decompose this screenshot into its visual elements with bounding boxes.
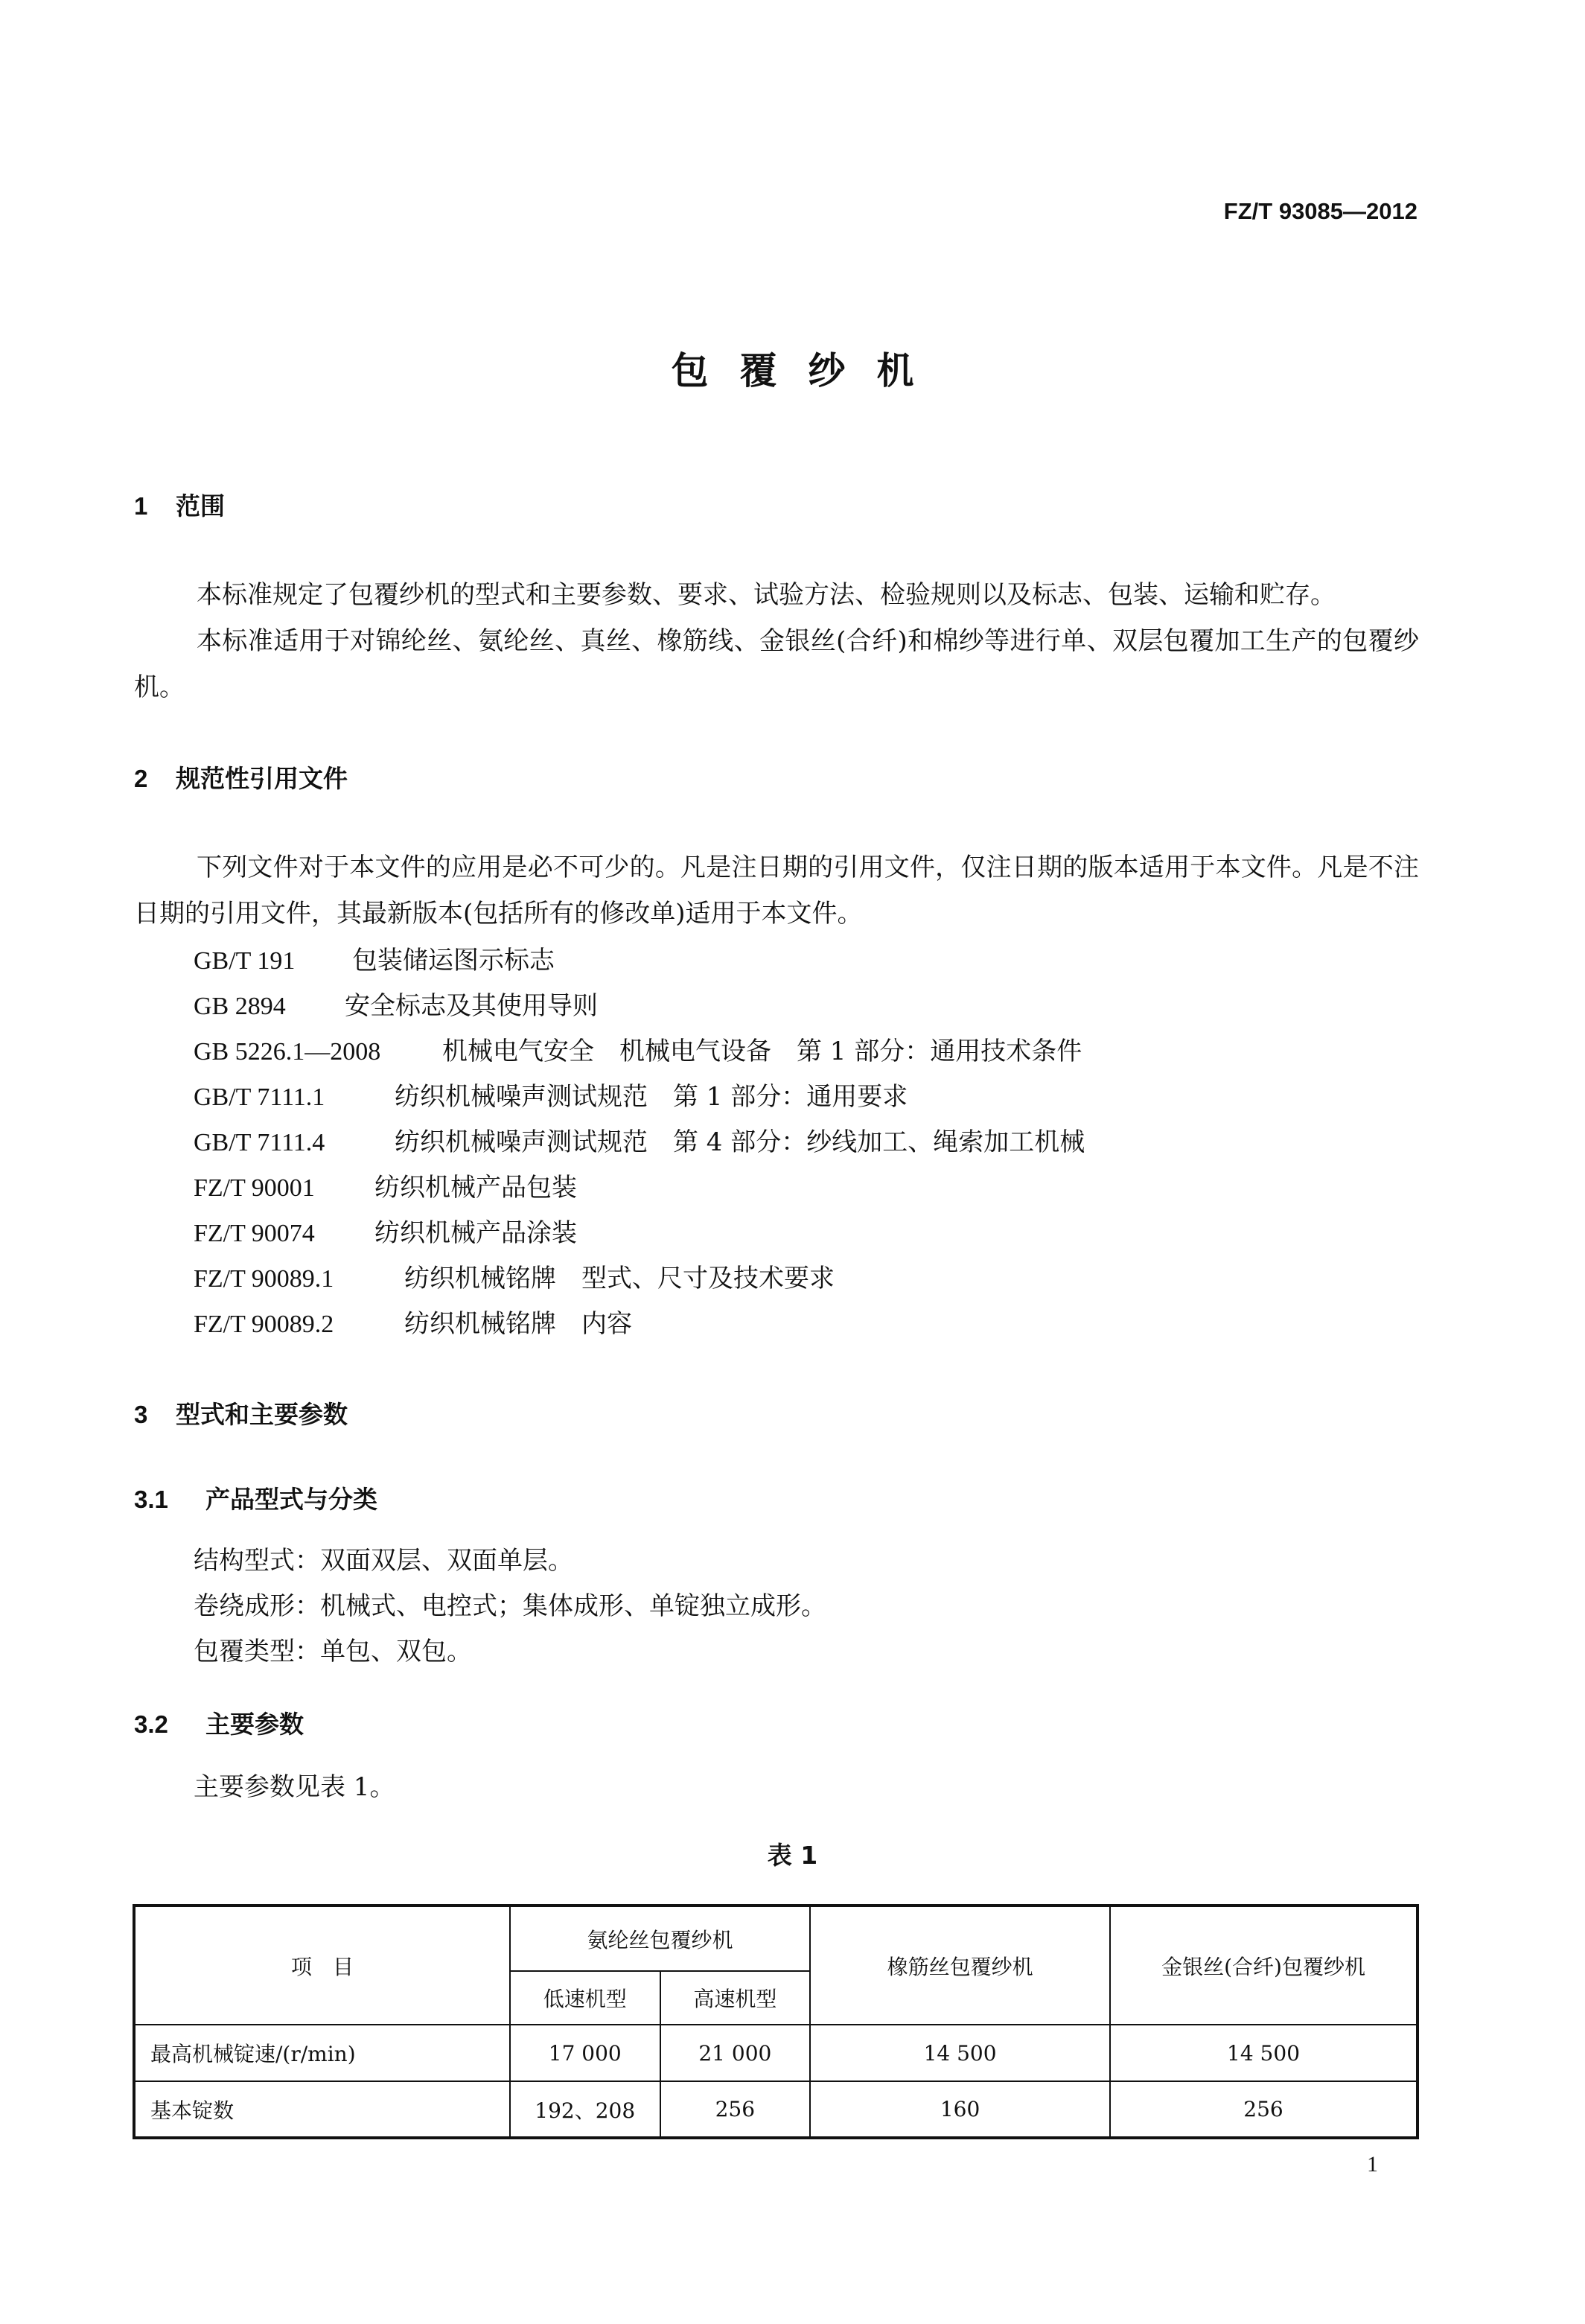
section-title: 规范性引用文件: [176, 764, 348, 793]
table-row: [134, 2025, 1417, 2081]
reference-title: 纺织机械噪声测试规范 第 4 部分：纱线加工、绳索加工机械: [395, 1127, 1085, 1157]
reference-title: 纺织机械噪声测试规范 第 1 部分：通用要求: [395, 1082, 908, 1112]
row-label: 基本锭数: [134, 2081, 510, 2138]
cell-low: 192、208: [510, 2081, 660, 2138]
parameters-table: [133, 1904, 1419, 2139]
section-number: 2: [134, 765, 148, 792]
reference-code: FZ/T 90089.1: [194, 1265, 334, 1293]
section-title: 主要参数: [205, 1710, 304, 1739]
cell-rubber: 160: [810, 2081, 1110, 2138]
reference-title: 机械电气安全 机械电气设备 第 1 部分：通用技术条件: [442, 1037, 1082, 1066]
reference-item: [194, 1076, 908, 1112]
section-1-para-1: [134, 572, 1419, 618]
section-1-heading: [134, 487, 225, 522]
reference-code: FZ/T 90089.2: [194, 1311, 334, 1338]
header-spandex-group: 氨纶丝包覆纱机: [510, 1906, 810, 1971]
section-number: 3: [134, 1401, 148, 1428]
section-title: 产品型式与分类: [205, 1485, 377, 1514]
reference-item: [194, 1031, 1082, 1067]
cell-high: 21 000: [660, 2025, 811, 2081]
cell-metallic: 14 500: [1110, 2025, 1417, 2081]
reference-title: 包装储运图示标志: [352, 946, 555, 975]
product-form-line: 包覆类型：单包、双包。: [194, 1637, 472, 1666]
paragraph-text: 本标准适用于对锦纶丝、氨纶丝、真丝、橡筋线、金银丝(合纤)和棉纱等进行单、双层包覆加工生产的包覆纱机。: [134, 626, 1419, 702]
header-metallic: 金银丝(合纤)包覆纱机: [1110, 1906, 1417, 2025]
reference-code: FZ/T 90074: [194, 1220, 315, 1247]
standard-number: FZ/T 93085—2012: [1223, 198, 1417, 224]
cell-low: 17 000: [510, 2025, 660, 2081]
reference-item: [194, 1303, 632, 1340]
row-label: 最高机械锭速/(r/min): [134, 2025, 510, 2081]
section-3-heading: [134, 1395, 348, 1430]
product-form-line: 结构型式：双面双层、双面单层。: [194, 1546, 573, 1576]
reference-title: 纺织机械铭牌 型式、尺寸及技术要求: [404, 1264, 835, 1293]
header-high-speed: 高速机型: [660, 1971, 811, 2025]
paragraph-text: 本标准规定了包覆纱机的型式和主要参数、要求、试验方法、检验规则以及标志、包装、运输和贮存。: [197, 580, 1336, 610]
reference-code: FZ/T 90001: [194, 1174, 315, 1202]
reference-code: GB/T 7111.4: [194, 1129, 325, 1156]
reference-item: [194, 940, 555, 976]
reference-code: GB 5226.1—2008: [194, 1038, 381, 1066]
section-2-heading: [134, 760, 348, 795]
section-number: 3.2: [134, 1710, 168, 1738]
document-title: 包覆纱机: [671, 349, 945, 392]
page-number: 1: [1367, 2152, 1378, 2177]
reference-title: 纺织机械产品包装: [374, 1173, 577, 1203]
reference-code: GB/T 191: [194, 947, 296, 975]
section-number: 3.1: [134, 1486, 168, 1513]
cell-high: 256: [660, 2081, 811, 2138]
section-3-1-heading: [134, 1480, 377, 1515]
reference-code: GB 2894: [194, 993, 286, 1020]
section-3-2-heading: [134, 1705, 304, 1740]
table-header-row: [134, 1906, 1417, 1971]
cell-rubber: 14 500: [810, 2025, 1110, 2081]
header-rubber: 橡筋丝包覆纱机: [810, 1906, 1110, 2025]
section-2-para: [134, 844, 1419, 937]
reference-item: [194, 1167, 577, 1203]
reference-item: [194, 1121, 1085, 1158]
reference-item: [194, 1258, 835, 1294]
section-title: 范围: [176, 491, 225, 520]
reference-item: [194, 1212, 577, 1249]
section-number: 1: [134, 492, 148, 520]
paragraph-text: 下列文件对于本文件的应用是必不可少的。凡是注日期的引用文件，仅注日期的版本适用于本文件。凡是不注日期的引用文件，其最新版本(包括所有的修改单)适用于本文件。: [134, 853, 1419, 929]
cell-metallic: 256: [1110, 2081, 1417, 2138]
section-1-para-2: [134, 618, 1419, 710]
reference-title: 纺织机械铭牌 内容: [404, 1309, 632, 1339]
main-params-text: 主要参数见表 1。: [194, 1772, 395, 1802]
reference-title: 纺织机械产品涂装: [374, 1218, 577, 1248]
reference-code: GB/T 7111.1: [194, 1083, 325, 1111]
section-title: 型式和主要参数: [176, 1400, 348, 1429]
table-caption: 表 1: [767, 1841, 818, 1870]
header-low-speed: 低速机型: [510, 1971, 660, 2025]
reference-item: [194, 985, 598, 1022]
product-form-line: 卷绕成形：机械式、电控式；集体成形、单锭独立成形。: [194, 1591, 826, 1621]
header-item: 项 目: [134, 1906, 510, 2025]
table-row: [134, 2081, 1417, 2138]
reference-title: 安全标志及其使用导则: [345, 991, 598, 1021]
